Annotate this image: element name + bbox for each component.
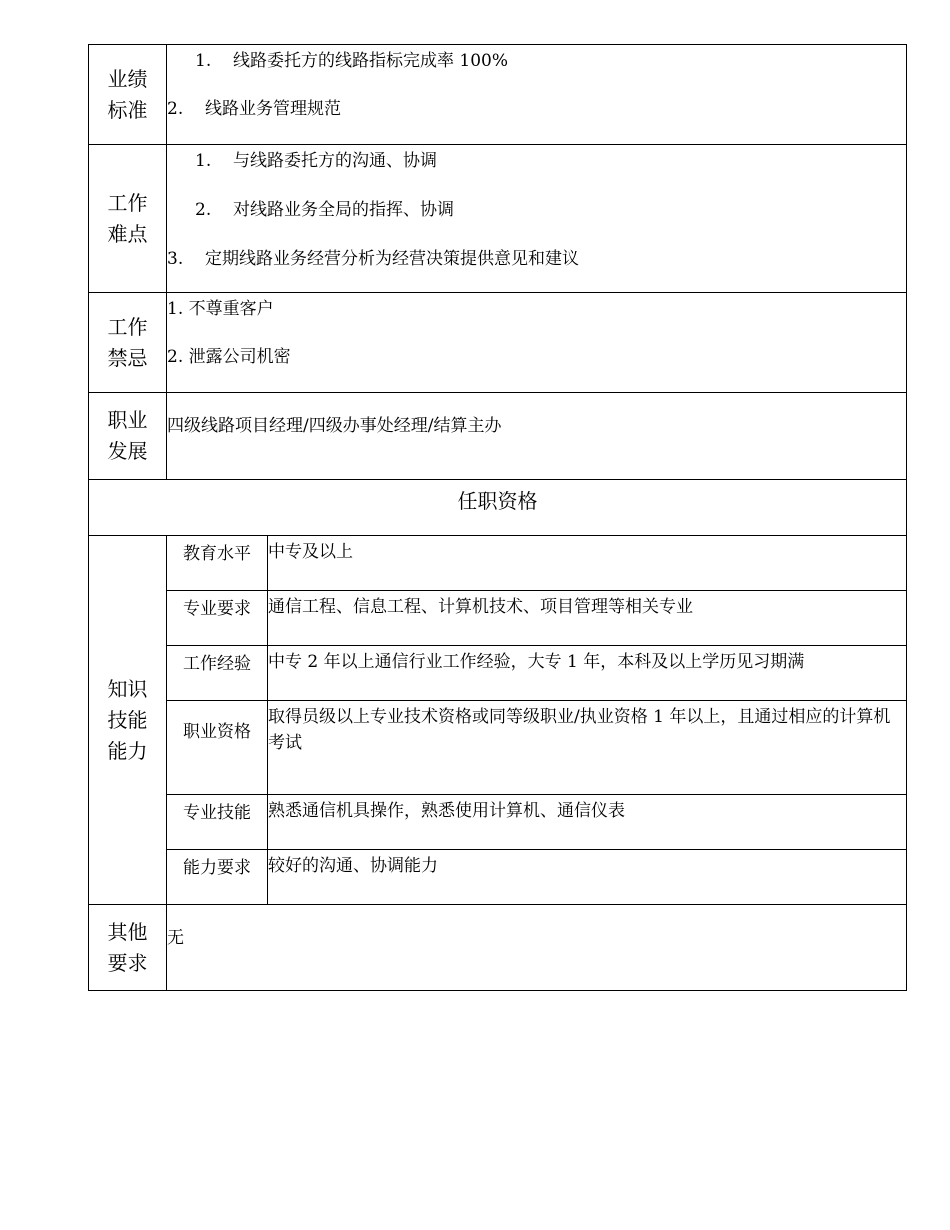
qualification-row	[167, 536, 906, 591]
qualification-row	[167, 850, 906, 905]
qualification-value: 通信工程、信息工程、计算机技术、项目管理等相关专业	[268, 591, 907, 646]
other-requirements-text: 无	[167, 928, 184, 948]
career-development-label: 职业 发展	[89, 393, 167, 480]
performance-item: 2. 线路业务管理规范	[167, 99, 341, 119]
qualification-value: 熟悉通信机具操作，熟悉使用计算机、通信仪表	[268, 795, 907, 850]
qualification-header-row	[89, 480, 907, 536]
qualification-row	[167, 591, 906, 646]
difficulty-item: 3. 定期线路业务经营分析为经营决策提供意见和建议	[167, 249, 579, 269]
difficulty-item: 1. 与线路委托方的沟通、协调	[195, 151, 437, 171]
knowledge-skills-row	[89, 536, 907, 905]
performance-item: 1. 线路委托方的线路指标完成率 100%	[195, 51, 509, 71]
qualification-value: 中专及以上	[268, 536, 907, 591]
qualification-row	[167, 795, 906, 850]
performance-standard-label: 业绩 标准	[89, 45, 167, 145]
difficulty-item: 2. 对线路业务全局的指挥、协调	[195, 200, 454, 220]
other-requirements-row	[89, 905, 907, 991]
qualification-key: 职业资格	[167, 701, 268, 795]
other-requirements-content	[167, 905, 907, 991]
qualification-row	[167, 646, 906, 701]
qualification-value: 中专 2 年以上通信行业工作经验，大专 1 年，本科及以上学历见习期满	[268, 646, 907, 701]
other-requirements-label: 其他 要求	[89, 905, 167, 991]
performance-standard-content	[167, 45, 907, 145]
career-development-content	[167, 393, 907, 480]
career-development-row	[89, 393, 907, 480]
qualification-key: 专业技能	[167, 795, 268, 850]
taboo-item: 1. 不尊重客户	[167, 299, 274, 319]
qualification-key: 专业要求	[167, 591, 268, 646]
knowledge-skills-label: 知识 技能 能力	[89, 536, 167, 905]
work-difficulty-label: 工作 难点	[89, 145, 167, 293]
qualification-row	[167, 701, 906, 795]
qualification-value: 较好的沟通、协调能力	[268, 856, 438, 876]
qualification-key: 工作经验	[167, 646, 268, 701]
taboo-item: 2. 泄露公司机密	[167, 347, 291, 367]
work-taboo-label: 工作 禁忌	[89, 293, 167, 393]
qualification-details	[167, 536, 907, 905]
career-path-text: 四级线路项目经理/四级办事处经理/结算主办	[167, 416, 502, 436]
qualification-key: 能力要求	[167, 850, 268, 905]
work-difficulty-row	[89, 145, 907, 293]
work-taboo-content	[167, 293, 907, 393]
qualification-section-title: 任职资格	[89, 480, 907, 536]
work-taboo-row	[89, 293, 907, 393]
work-difficulty-content	[167, 145, 907, 293]
qualification-table	[167, 536, 906, 904]
qualification-key: 教育水平	[167, 536, 268, 591]
job-description-table	[88, 44, 907, 991]
qualification-value: 取得员级以上专业技术资格或同等级职业/执业资格 1 年以上，且通过相应的计算机考试	[268, 701, 907, 795]
performance-standard-row	[89, 45, 907, 145]
